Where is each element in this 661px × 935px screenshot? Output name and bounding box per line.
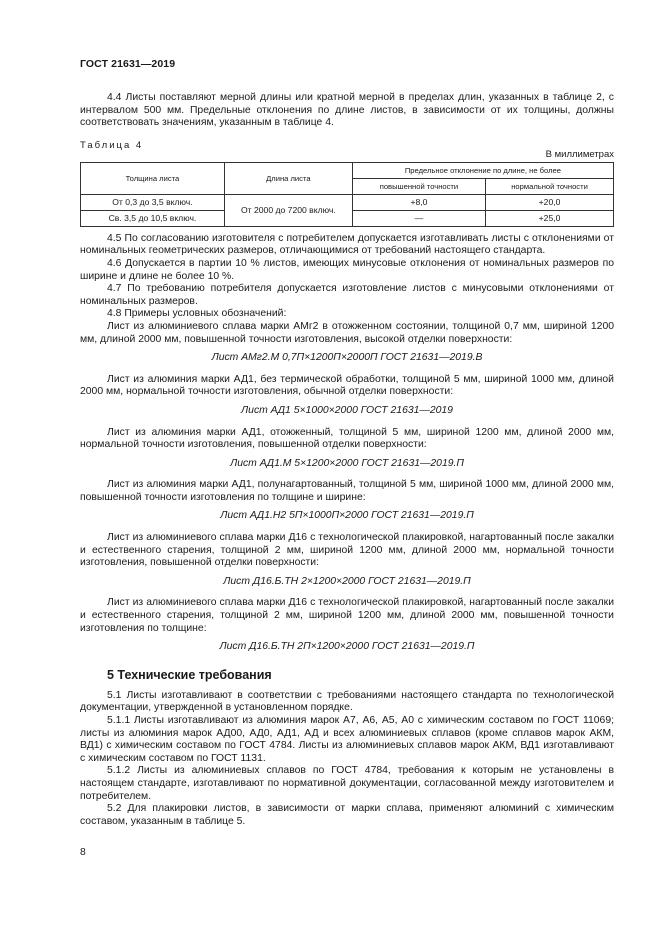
cell-high: —: [352, 210, 485, 226]
section-5-title: 5 Технические требования: [107, 667, 272, 682]
cell-thickness: От 0,3 до 3,5 включ.: [81, 194, 225, 210]
page-number: 8: [80, 847, 86, 858]
cell-thickness: Св. 3,5 до 10,5 включ.: [81, 210, 225, 226]
table-4-caption: Таблица 4: [80, 139, 144, 151]
col-deviation-header: Предельное отклонение по длине, не более: [352, 162, 613, 178]
clause-4-4: 4.4 Листы поставляют мерной длины или кратной мерной в пределах длин, указанных в таблице 2, с интервалом 500 мм. Предельные отклонения по длине листов, в зависимости от их толщины, должны соответствовать значениям, указанным в таблице 4.: [80, 92, 614, 129]
cell-normal: +20,0: [486, 194, 614, 210]
clause-4-7: 4.7 По требованию потребителя допускается изготовление листов с минусовыми отклонениями от номинальных размеров.: [80, 283, 614, 307]
example-6-text: Лист из алюминиевого сплава марки Д16 с технологической плакировкой, нагартованный после закалки и естественного старения, толщиной 2 мм, шириной 1200 мм, длиной 2000 мм, повышенной точности изготовления по толщине:: [80, 597, 614, 634]
table-row: [81, 194, 614, 210]
example-3-text: Лист из алюминия марки АД1, отожженный, толщиной 5 мм, шириной 1200 мм, длиной 2000 мм, нормальной точности изготовления, повышенной отделки поверхности:: [80, 426, 614, 451]
example-5-code: Лист Д16.Б.ТН 2×1200×2000 ГОСТ 21631—2019.П: [223, 575, 471, 587]
col-normal-accuracy-header: нормальной точности: [486, 178, 614, 194]
page-header: ГОСТ 21631—2019: [80, 58, 176, 70]
cell-length: От 2000 до 7200 включ.: [224, 194, 352, 226]
example-1-code: Лист АМг2.М 0,7П×1200П×2000П ГОСТ 21631—2019.В: [211, 352, 483, 364]
example-2-text: Лист из алюминия марки АД1, без термической обработки, толщиной 5 мм, шириной 1000 мм, длиной 2000 мм, нормальной точности изготовления, обычной отделки поверхности:: [80, 373, 614, 398]
clause-5-1: 5.1 Листы изготавливают в соответствии с требованиями настоящего стандарта по технологической документации, утвержденной в установленном порядке.: [80, 689, 614, 714]
document-page: [80, 58, 614, 828]
example-4-text: Лист из алюминия марки АД1, полунагартованный, толщиной 5 мм, шириной 1000 мм, длиной 2000 мм, повышенной точности изготовления по толщине и ширине:: [80, 479, 614, 503]
cell-normal: +25,0: [486, 210, 614, 226]
clause-4-8: 4.8 Примеры условных обозначений:: [107, 308, 287, 320]
example-4-code: Лист АД1.Н2 5П×1000П×2000 ГОСТ 21631—2019.П: [220, 510, 474, 522]
table-4-units: В миллиметрах: [545, 148, 614, 160]
example-3-code: Лист АД1.М 5×1200×2000 ГОСТ 21631—2019.П: [230, 457, 464, 469]
example-5-text: Лист из алюминиевого сплава марки Д16 с технологической плакировкой, нагартованный после закалки и естественного старения, толщиной 2 мм, шириной 1200 мм, длиной 2000 мм, нормальной точности изготовления, повышенной отделки поверхности:: [80, 532, 614, 569]
table-4: [80, 162, 614, 227]
clause-5-1-1: 5.1.1 Листы изготавливают из алюминия марок А7, А6, А5, А0 с химическим составом по ГОСТ 11069; листы из алюминия марок АД00, АД0, АД1, АД и всех алюминиевых сплавов (кроме сплавов марок АКМ, ВД1) с химическим составом по ГОСТ 4784. Листы из алюминиевых сплавов марок АКМ, ВД1 изготавливают с химическим составом по ГОСТ 1131.: [80, 715, 614, 764]
clause-5-2: 5.2 Для плакировки листов, в зависимости от марки сплава, применяют алюминий с химическим составом, указанным в таблице 5.: [80, 803, 614, 827]
col-thickness-header: Толщина листа: [81, 162, 225, 194]
cell-high: +8,0: [352, 194, 485, 210]
clause-5-1-2: 5.1.2 Листы из алюминиевых сплавов по ГОСТ 4784, требования к которым не установлены в настоящем стандарте, изготавливают по нормативной документации, согласованной между изготовителем и потребителем.: [80, 765, 614, 802]
col-length-header: Длина листа: [224, 162, 352, 194]
col-high-accuracy-header: повышенной точности: [352, 178, 485, 194]
clause-4-6: 4.6 Допускается в партии 10 % листов, имеющих минусовые отклонения от номинальных размеров по ширине и длине не более 10 %.: [80, 257, 614, 282]
example-6-code: Лист Д16.Б.ТН 2П×1200×2000 ГОСТ 21631—2019.П: [219, 641, 475, 653]
example-2-code: Лист АД1 5×1000×2000 ГОСТ 21631—2019: [241, 404, 453, 416]
clause-4-5: 4.5 По согласованию изготовителя с потребителем допускается изготавливать листы с отклонениями от номинальных геометрических размеров, отличающимися от требований настоящего стандарта.: [80, 232, 614, 257]
example-1-text: Лист из алюминиевого сплава марки АМг2 в отожженном состоянии, толщиной 0,7 мм, шириной 1200 мм, длиной 2000 мм, повышенной точности изготовления, высокой отделки поверхности:: [80, 320, 614, 345]
